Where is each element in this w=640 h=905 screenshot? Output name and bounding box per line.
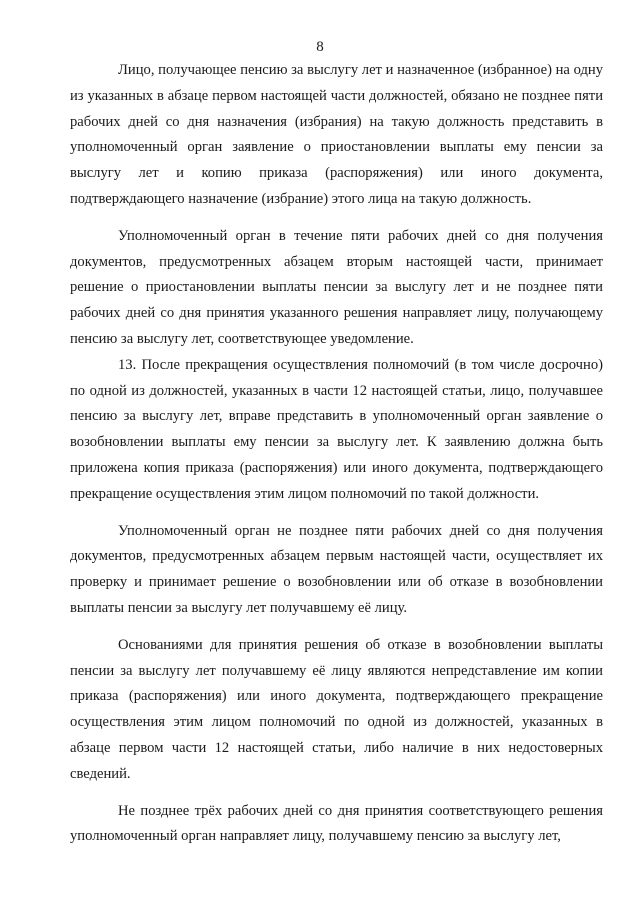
paragraph-suspension-decision: Уполномоченный орган в течение пяти рабочих дней со дня получения документов, предусмотренных абзацем вторым настоящей части, принимает решение о приостановлении выплаты пенсии за выслугу лет и не позднее пяти рабочих дней со дня принятия указанного решения направляет лицу, получающему пенсию за выслугу лет, соответствующее уведомление.: [70, 227, 603, 347]
paragraph-resumption-review: Уполномоченный орган не позднее пяти рабочих дней со дня получения документов, предусмотренных абзацем первым настоящей части, осуществляет их проверку и принимает решение о возобновлении или об отказе в возобновлении выплаты пенсии за выслугу лет получавшему её лицу.: [70, 522, 603, 616]
page-number: 8: [316, 39, 324, 55]
paragraph-suspension-application: Лицо, получающее пенсию за выслугу лет и назначенное (избранное) на одну из указанных в абзаце первом настоящей части должностей, обязано не позднее пяти рабочих дней со дня назначения (избрания) на такую должность представить в уполномоченный орган заявление о приостановлении выплаты ему пенсии за выслугу лет и копию приказа (распоряжения) или иного документа, подтверждающего назначение (избрание) этого лица на такую должность.: [70, 62, 603, 207]
paragraph-section-13: 13. После прекращения осуществления полномочий (в том числе досрочно) по одной из должностей, указанных в части 12 настоящей статьи, лицо, получавшее пенсию за выслугу лет, вправе представить в уполномоченный орган заявление о возобновлении выплаты ему пенсии за выслугу лет. К заявлению должна быть приложена копия приказа (распоряжения) или иного документа, подтверждающего прекращение осуществления этим лицом полномочий по такой должности.: [70, 356, 603, 502]
paragraph-refusal-grounds: Основаниями для принятия решения об отказе в возобновлении выплаты пенсии за выслугу лет получавшему её лицу являются непредставление им копии приказа (распоряжения) или иного документа, подтверждающего прекращение осуществления этим лицом полномочий по одной из должностей, указанных в абзаце первом части 12 настоящей статьи, либо наличие в них недостоверных сведений.: [70, 636, 603, 782]
document-body: [70, 58, 603, 850]
paragraph-notification: Не позднее трёх рабочих дней со дня принятия соответствующего решения уполномоченный орган направляет лицу, получавшему пенсию за выслугу лет,: [70, 802, 603, 845]
